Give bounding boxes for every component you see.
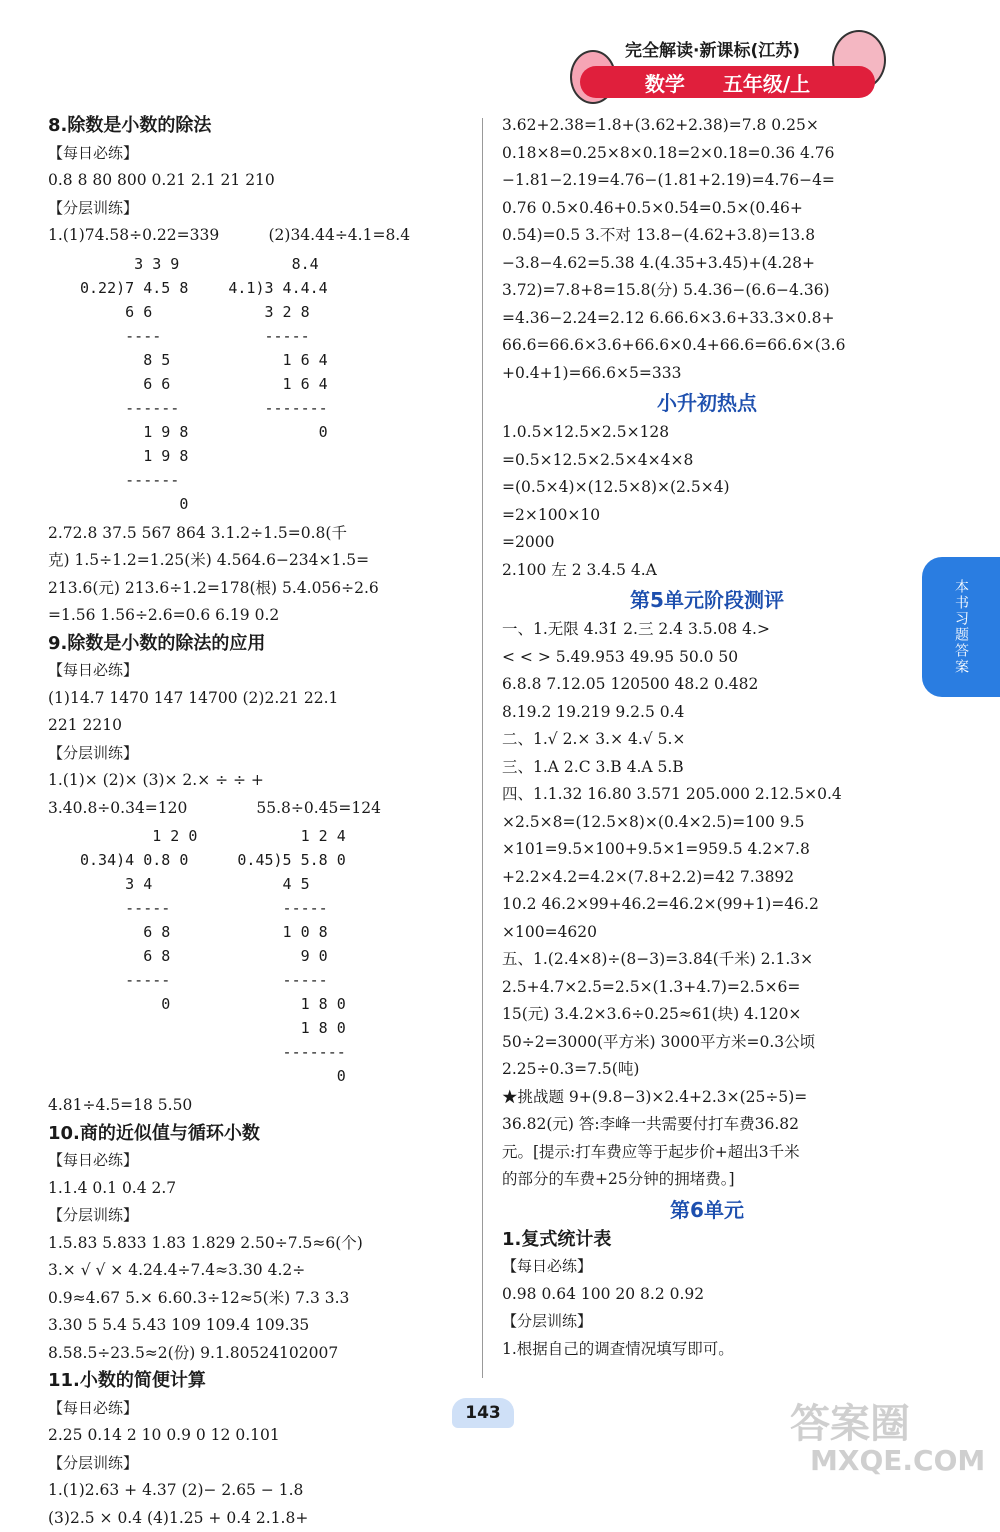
answer-line: 36.82(元) 答:李峰一共需要付打车费36.82 [502, 1111, 912, 1139]
answer-line: =1.56 1.56÷2.6=0.6 6.19 0.2 [48, 602, 468, 630]
daily-label: 【每日必练】 [48, 657, 468, 685]
answer-line [48, 222, 468, 250]
answer-line: 2.25 0.14 2 10 0.9 0 12 0.101 [48, 1422, 468, 1450]
answer-line: 10.2 46.2×99+46.2=46.2×(99+1)=46.2 [502, 891, 912, 919]
section-heading: 小升初热点 [502, 387, 912, 419]
layered-label: 【分层训练】 [48, 1450, 468, 1478]
answer-line: 4.81÷4.5=18 5.50 [48, 1092, 468, 1120]
subject-band [580, 66, 875, 98]
section-title: 11.小数的简便计算 [48, 1367, 468, 1395]
watermark-text: 答案圈 [790, 1392, 910, 1449]
answer-text: 55.8÷0.45=124 [256, 799, 381, 817]
answer-line: =(0.5×4)×(12.5×8)×(2.5×4) [502, 474, 912, 502]
subject-label: 数学 [645, 68, 685, 97]
answer-line: ×100=4620 [502, 919, 912, 947]
answer-line: +0.4+1)=66.6×5=333 [502, 360, 912, 388]
answer-line: 1.1.4 0.1 0.4 2.7 [48, 1175, 468, 1203]
answer-line: 15(元) 3.4.2×3.6÷0.25≈61(块) 4.120× [502, 1001, 912, 1029]
section-title: 10.商的近似值与循环小数 [48, 1120, 468, 1148]
section-heading: 第6单元 [502, 1194, 912, 1226]
answer-line: < < > 5.49.953 49.95 50.0 50 [502, 644, 912, 672]
layered-label: 【分层训练】 [502, 1308, 912, 1336]
answer-line: =2×100×10 [502, 502, 912, 530]
section-title: 9.除数是小数的除法的应用 [48, 630, 468, 658]
section-title: 1.复式统计表 [502, 1226, 912, 1254]
watermark-url: MXQE.COM [810, 1444, 985, 1477]
answer-line: 的部分的车费+25分钟的拥堵费。] [502, 1166, 912, 1194]
answer-line: 1.5.83 5.833 1.83 1.829 2.50÷7.5≈6(个) [48, 1230, 468, 1258]
answer-line: 2.72.8 37.5 567 864 3.1.2÷1.5=0.8(千 [48, 520, 468, 548]
right-column [502, 112, 912, 1363]
answer-line: −3.8−4.62=5.38 4.(4.35+3.45)+(4.28+ [502, 250, 912, 278]
answer-line: 2.100 左 2 3.4.5 4.A [502, 557, 912, 585]
side-tab: 本书习题答案 [922, 557, 1000, 697]
answer-line: 二、1.√ 2.× 3.× 4.√ 5.× [502, 726, 912, 754]
answer-line: 1.根据自己的调查情况填写即可。 [502, 1336, 912, 1364]
answer-line: =0.5×12.5×2.5×4×4×8 [502, 447, 912, 475]
layered-label: 【分层训练】 [48, 740, 468, 768]
section-heading: 第5单元阶段测评 [502, 584, 912, 616]
answer-line: =4.36−2.24=2.12 6.66.6×3.6+33.3×0.8+ [502, 305, 912, 333]
answer-line: 1.(1)× (2)× (3)× 2.× ÷ ÷ + [48, 767, 468, 795]
answer-line: 2.5+4.7×2.5=2.5×(1.3+4.7)=2.5×6= [502, 974, 912, 1002]
answer-line: 0.76 0.5×0.46+0.5×0.54=0.5×(0.46+ [502, 195, 912, 223]
answer-line: 0.18×8=0.25×8×0.18=2×0.18=0.36 4.76 [502, 140, 912, 168]
answer-line: 213.6(元) 213.6÷1.2=178(根) 5.4.056÷2.6 [48, 575, 468, 603]
answer-line [48, 795, 468, 823]
answer-line: 0.98 0.64 100 20 8.2 0.92 [502, 1281, 912, 1309]
answer-line: 6.8.8 7.12.05 120500 48.2 0.482 [502, 671, 912, 699]
answer-line: 8.58.5÷23.5≈2(份) 9.1.80524102007 [48, 1340, 468, 1368]
answer-line: 五、1.(2.4×8)÷(8−3)=3.84(千米) 2.1.3× [502, 946, 912, 974]
long-division: 8.4 4.1)3 4.4.4 3 2 8 ----- 1 6 4 1 6 4 ------- 0 [228, 252, 327, 516]
answer-line: 三、1.A 2.C 3.B 4.A 5.B [502, 754, 912, 782]
answer-line: (3)2.5 × 0.4 (4)1.25 + 0.4 2.1.8+ [48, 1505, 468, 1532]
watermark-logo [790, 1392, 995, 1484]
answer-text: 1.(1)74.58÷0.22=339 [48, 226, 219, 244]
answer-line: 0.54)=0.5 3.不对 13.8−(4.62+3.8)=13.8 [502, 222, 912, 250]
left-column [48, 112, 468, 1532]
daily-label: 【每日必练】 [502, 1253, 912, 1281]
answer-line: =2000 [502, 529, 912, 557]
answer-line: 50÷2=3000(平方米) 3000平方米=0.3公顷 [502, 1029, 912, 1057]
answer-line: 一、1.无限 4.3̇1̇ 2.三 2.4 3.5.08 4.> [502, 616, 912, 644]
answer-text: 3.40.8÷0.34=120 [48, 799, 187, 817]
long-division: 1 2 4 0.45)5 5.8 0 4 5 ----- 1 0 8 9 0 ----- 1 8 0 1 8 0 ------- 0 [237, 824, 345, 1088]
answer-line: 8.19.2 19.219 9.2.5 0.4 [502, 699, 912, 727]
answer-line: ×101=9.5×100+9.5×1=959.5 4.2×7.8 [502, 836, 912, 864]
grade-label: 五年级/上 [723, 68, 810, 97]
answer-line: 66.6=66.6×3.6+66.6×0.4+66.6=66.6×(3.6 [502, 332, 912, 360]
answer-line: 1.(1)2.63 + 4.37 (2)− 2.65 − 1.8 [48, 1477, 468, 1505]
answer-line: −1.81−2.19=4.76−(1.81+2.19)=4.76−4= [502, 167, 912, 195]
answer-line: 1.0.5×12.5×2.5×128 [502, 419, 912, 447]
long-division: 3 3 9 0.22)7 4.5 8 6 6 ---- 8 5 6 6 ------ 1 9 8 1 9 8 ------ 0 [80, 252, 188, 516]
daily-label: 【每日必练】 [48, 1395, 468, 1423]
page-header [570, 30, 890, 110]
answer-line: 3.62+2.38=1.8+(3.62+2.38)=7.8 0.25× [502, 112, 912, 140]
answer-line: 四、1.1.32 16.80 3.571 205.000 2.12.5×0.4 [502, 781, 912, 809]
answer-line: ★挑战题 9+(9.8−3)×2.4+2.3×(25÷5)= [502, 1084, 912, 1112]
answer-text: (2)34.44÷4.1=8.4 [268, 226, 410, 244]
column-divider [482, 118, 483, 1378]
answer-line: 221 2210 [48, 712, 468, 740]
long-division-row [80, 824, 468, 1088]
answer-line: 0.9≈4.67 5.× 6.60.3÷12≈5(米) 7.3 3.3 [48, 1285, 468, 1313]
long-division-row [80, 252, 468, 516]
long-division: 1 2 0 0.34)4 0.8 0 3 4 ----- 6 8 6 8 ----- 0 [80, 824, 197, 1088]
page-number: 143 [452, 1398, 514, 1428]
layered-label: 【分层训练】 [48, 1202, 468, 1230]
series-title: 完全解读·新课标(江苏) [625, 36, 800, 61]
answer-line: 3.× √ √ × 4.24.4÷7.4≈3.30 4.2÷ [48, 1257, 468, 1285]
answer-line: 3.72)=7.8+8=15.8(分) 5.4.36−(6.6−4.36) [502, 277, 912, 305]
answer-line: (1)14.7 1470 147 14700 (2)2.21 22.1 [48, 685, 468, 713]
section-title: 8.除数是小数的除法 [48, 112, 468, 140]
answer-line: 2.25÷0.3=7.5(吨) [502, 1056, 912, 1084]
layered-label: 【分层训练】 [48, 195, 468, 223]
answer-line: 0.8 8 80 800 0.21 2.1 21 210 [48, 167, 468, 195]
answer-line: +2.2×4.2=4.2×(7.8+2.2)=42 7.3892 [502, 864, 912, 892]
answer-line: 3.30 5 5.4 5.43 109 109.4 109.35 [48, 1312, 468, 1340]
answer-line: 克) 1.5÷1.2=1.25(米) 4.564.6−234×1.5= [48, 547, 468, 575]
answer-line: ×2.5×8=(12.5×8)×(0.4×2.5)=100 9.5 [502, 809, 912, 837]
daily-label: 【每日必练】 [48, 140, 468, 168]
daily-label: 【每日必练】 [48, 1147, 468, 1175]
answer-line: 元。[提示:打车费应等于起步价+超出3千米 [502, 1139, 912, 1167]
